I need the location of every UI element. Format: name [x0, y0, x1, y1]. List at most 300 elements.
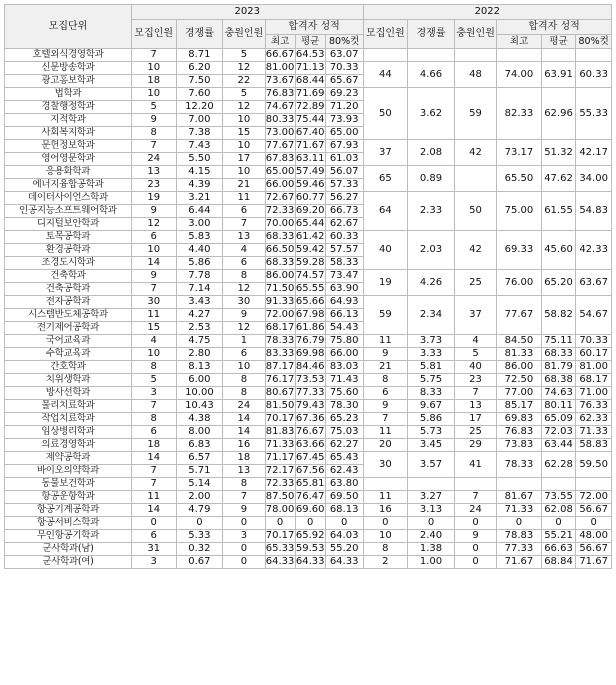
- table-row: [5, 270, 612, 283]
- quota-2023: 5: [131, 101, 176, 114]
- quota-2023: 23: [131, 179, 176, 192]
- max-2023: 72.67: [265, 192, 295, 203]
- cut80-2022: 71.67: [576, 556, 612, 569]
- rate-2022: 3.33: [408, 348, 455, 361]
- extra-2023: 10: [223, 166, 265, 179]
- quota-2022: 19: [363, 270, 408, 296]
- max-2023: 65.00: [265, 166, 295, 177]
- quota-2022: 8: [363, 543, 408, 556]
- avg-2023: 67.40: [295, 127, 325, 138]
- cut80-2023: 78.30: [325, 400, 363, 413]
- cut80-2023: 56.27: [325, 192, 363, 205]
- avg-2022: 75.11: [541, 335, 576, 348]
- avg-2022: 74.63: [541, 387, 576, 400]
- extra-2022: 25: [454, 270, 496, 296]
- rate-2023: 0.32: [176, 543, 223, 556]
- quota-2022: 11: [363, 491, 408, 504]
- avg-2023: 65.92: [295, 530, 325, 541]
- rate-2023: 5.86: [176, 257, 223, 270]
- rate-2023: 4.75: [176, 335, 223, 348]
- avg-2023: 63.11: [295, 153, 325, 164]
- rate-2022: 1.00: [408, 556, 455, 569]
- avg-2023: 67.45: [295, 452, 325, 463]
- table-row: [5, 231, 612, 244]
- avg-2023: 69.60: [295, 504, 325, 515]
- rate-2023: 0: [176, 517, 223, 530]
- rate-2023: 6.57: [176, 452, 223, 465]
- max-2023: 73.00: [265, 127, 295, 138]
- extra-2023: 6: [223, 257, 265, 270]
- quota-2022: 50: [363, 88, 408, 140]
- cut80-2022: 71.00: [576, 387, 612, 400]
- rate-2023: 8.00: [176, 426, 223, 439]
- max-2023: 68.33: [265, 231, 295, 242]
- quota-2023: 19: [131, 192, 176, 205]
- max-2023: 66.67: [265, 49, 295, 60]
- rate-2023: 2.00: [176, 491, 223, 504]
- avg-2023: 67.56: [295, 465, 325, 476]
- cut80-2023: 64.33: [325, 556, 363, 569]
- table-row: [5, 543, 612, 556]
- max-2022: 78.33: [497, 452, 542, 478]
- extra-2023: 8: [223, 270, 265, 283]
- table-row: [5, 478, 612, 491]
- cut80-2023: 65.67: [325, 75, 363, 88]
- extra-2022: 29: [454, 439, 496, 452]
- rate-2022: 1.38: [408, 543, 455, 556]
- extra-2023: 21: [223, 179, 265, 192]
- cut80-2022: 54.83: [576, 192, 612, 231]
- rate-2023: 6.83: [176, 439, 223, 452]
- rate-2022: 3.62: [408, 88, 455, 140]
- max-2023: 80.33: [265, 114, 295, 125]
- cut80-2022: 59.50: [576, 452, 612, 478]
- max-2023: 64.33: [265, 556, 295, 567]
- table-row: [5, 452, 612, 465]
- rate-2022: 5.73: [408, 426, 455, 439]
- extra-2022: 17: [454, 413, 496, 426]
- cut80-2023: 65.43: [325, 452, 363, 465]
- rate-header-2022: 경쟁률: [408, 20, 455, 49]
- avg-2022: 81.79: [541, 361, 576, 374]
- unit-name: 치위생학과: [5, 374, 132, 387]
- rate-2023: 5.33: [176, 530, 223, 543]
- unit-name: 조경도시학과: [5, 257, 132, 270]
- max-2022: 82.33: [497, 88, 542, 140]
- max-2023: 71.50: [265, 283, 295, 294]
- quota-2023: 18: [131, 75, 176, 88]
- empty-2022: [363, 478, 408, 491]
- rate-2022: 3.27: [408, 491, 455, 504]
- unit-name: 지적학과: [5, 114, 132, 127]
- avg-2023: 65.44: [295, 218, 325, 229]
- max-2023: 65.33: [265, 543, 295, 554]
- unit-name: 바이오의약학과: [5, 465, 132, 478]
- unit-name: 군사학과(남): [5, 543, 132, 556]
- extra-2023: 5: [223, 88, 265, 101]
- avg-2023: 65.66: [295, 296, 325, 307]
- table-row: [5, 426, 612, 439]
- table-row: [5, 556, 612, 569]
- cut80-2023: 71.43: [325, 374, 363, 387]
- extra-2022: 37: [454, 296, 496, 335]
- table-row: [5, 348, 612, 361]
- avg-2023: 73.53: [295, 374, 325, 385]
- avg-2023: 75.44: [295, 114, 325, 125]
- avg-2022: 65.09: [541, 413, 576, 426]
- cut80-2022: 55.33: [576, 88, 612, 140]
- max-2023: 87.17: [265, 361, 295, 372]
- rate-2023: 7.60: [176, 88, 223, 101]
- cut80-2023: 66.73: [325, 205, 363, 218]
- quota-2023: 7: [131, 478, 176, 491]
- extra-2023: 12: [223, 283, 265, 296]
- max-2022: 77.67: [497, 296, 542, 335]
- table-row: [5, 62, 612, 75]
- quota-2023: 9: [131, 205, 176, 218]
- extra-header-2023: 충원인원: [223, 20, 265, 49]
- avg-2022: 0: [541, 517, 576, 530]
- avg-2023: 65.55: [295, 283, 325, 294]
- quota-2023: 18: [131, 439, 176, 452]
- max-2023: 77.67: [265, 140, 295, 151]
- quota-2023: 14: [131, 257, 176, 270]
- rate-2023: 6.20: [176, 62, 223, 75]
- rate-2023: 4.39: [176, 179, 223, 192]
- rate-2023: 4.40: [176, 244, 223, 257]
- rate-2022: 5.86: [408, 413, 455, 426]
- quota-2023: 3: [131, 387, 176, 400]
- avg-2022: 47.62: [541, 166, 576, 192]
- max-2022: 69.33: [497, 231, 542, 270]
- quota-2023: 4: [131, 335, 176, 348]
- quota-2022: 9: [363, 348, 408, 361]
- extra-2023: 1: [223, 335, 265, 348]
- quota-2023: 14: [131, 504, 176, 517]
- max-2022: 73.83: [497, 439, 542, 452]
- avg-2023: 57.49: [295, 166, 325, 177]
- quota-2022: 30: [363, 452, 408, 478]
- max-2023: 83.33: [265, 348, 295, 359]
- extra-2022: 42: [454, 140, 496, 166]
- avg-2023: 69.98: [295, 348, 325, 359]
- cut80-2023: 71.20: [325, 101, 363, 114]
- cut80-2023: 55.20: [325, 543, 363, 556]
- quota-2022: 20: [363, 439, 408, 452]
- cut80-2023: 0: [325, 517, 363, 530]
- quota-2023: 7: [131, 49, 176, 62]
- table-row: [5, 491, 612, 504]
- avg-2023: 60.77: [295, 192, 325, 203]
- extra-2022: 24: [454, 504, 496, 517]
- unit-name: 문헌정보학과: [5, 140, 132, 153]
- avg-2023: 76.67: [295, 426, 325, 437]
- unit-name: 시스템반도체공학과: [5, 309, 132, 322]
- quota-2022: 65: [363, 166, 408, 192]
- unit-name: 제약공학과: [5, 452, 132, 465]
- avg-2023: 76.79: [295, 335, 325, 346]
- cut80-2023: 54.43: [325, 322, 363, 335]
- quota-2022: 40: [363, 231, 408, 270]
- empty-2022: [454, 49, 496, 62]
- rate-2023: 3.43: [176, 296, 223, 309]
- rate-2023: 7.00: [176, 114, 223, 127]
- cut80-2022: 81.00: [576, 361, 612, 374]
- cut80-2023: 75.80: [325, 335, 363, 348]
- cut80-2023: 75.03: [325, 426, 363, 439]
- avg-2023: 61.42: [295, 231, 325, 242]
- avg-2023: 64.53: [295, 49, 325, 60]
- table-row: [5, 49, 612, 62]
- max-2023: 81.50: [265, 400, 295, 411]
- table-row: [5, 140, 612, 153]
- unit-name: 국어교육과: [5, 335, 132, 348]
- extra-2022: [454, 166, 496, 192]
- rate-2023: 2.80: [176, 348, 223, 361]
- unit-name: 의료경영학과: [5, 439, 132, 452]
- table-row: [5, 504, 612, 517]
- avg-2022: 68.84: [541, 556, 576, 569]
- avg-2023: 68.44: [295, 75, 325, 86]
- avg-2023: 59.42: [295, 244, 325, 255]
- avg-2023: 77.33: [295, 387, 325, 398]
- result-header-2022: 합격자 성적: [497, 20, 612, 35]
- max-2022: 75.00: [497, 192, 542, 231]
- rate-2022: 9.67: [408, 400, 455, 413]
- unit-name: 에너지융합공학과: [5, 179, 132, 192]
- extra-2023: 17: [223, 153, 265, 166]
- empty-2022: [454, 478, 496, 491]
- avg-2023: 59.53: [295, 543, 325, 554]
- rate-2022: 2.40: [408, 530, 455, 543]
- quota-2023: 31: [131, 543, 176, 556]
- quota-2022: 0: [363, 517, 408, 530]
- cut80-2022: 58.83: [576, 439, 612, 452]
- cut80-2023: 57.33: [325, 179, 363, 192]
- cut80-2023: 58.33: [325, 257, 363, 270]
- quota-2022: 11: [363, 335, 408, 348]
- cut80-2022: 54.67: [576, 296, 612, 335]
- rate-2023: 4.38: [176, 413, 223, 426]
- extra-2022: 59: [454, 88, 496, 140]
- extra-2023: 13: [223, 465, 265, 478]
- cut80-2022: 62.33: [576, 413, 612, 426]
- cut80-2023: 69.23: [325, 88, 363, 101]
- extra-2023: 0: [223, 543, 265, 556]
- max-2023: 81.00: [265, 62, 295, 73]
- unit-name: 전기제어공학과: [5, 322, 132, 335]
- avg-2022: 58.82: [541, 296, 576, 335]
- avg-2022: 68.38: [541, 374, 576, 387]
- max-2023: 73.67: [265, 75, 295, 86]
- cut80-2023: 64.03: [325, 530, 363, 543]
- max-2022: 81.33: [497, 348, 542, 361]
- cut80-2023: 67.93: [325, 140, 363, 153]
- extra-2023: 8: [223, 374, 265, 387]
- extra-header-2022: 충원인원: [454, 20, 496, 49]
- avg-2023: 0: [295, 517, 325, 530]
- max-2023: 71.17: [265, 452, 295, 463]
- quota-2023: 9: [131, 114, 176, 127]
- table-row: [5, 361, 612, 374]
- max-2022: 86.00: [497, 361, 542, 374]
- empty-2022: [408, 49, 455, 62]
- cut80-2022: 48.00: [576, 530, 612, 543]
- avg-2023: 76.47: [295, 491, 325, 502]
- cut80-2023: 56.07: [325, 166, 363, 179]
- cut80-2023: 73.47: [325, 270, 363, 283]
- cut80-2023: 73.93: [325, 114, 363, 127]
- empty-2022: [576, 49, 612, 62]
- cut80-2023: 61.03: [325, 153, 363, 166]
- avg-2022: 66.63: [541, 543, 576, 556]
- cut80-2022: 60.17: [576, 348, 612, 361]
- rate-2023: 3.00: [176, 218, 223, 231]
- quota-2023: 10: [131, 244, 176, 257]
- max-2022: 65.50: [497, 166, 542, 192]
- extra-2023: 10: [223, 114, 265, 127]
- cut80-2023: 57.57: [325, 244, 363, 257]
- avg-2022: 62.28: [541, 452, 576, 478]
- max-2023: 80.67: [265, 387, 295, 398]
- extra-2023: 12: [223, 62, 265, 75]
- max-2022: 76.00: [497, 270, 542, 296]
- quota-2022: 2: [363, 556, 408, 569]
- max-2023: 66.00: [265, 179, 295, 190]
- extra-2023: 7: [223, 218, 265, 231]
- avg-2022: 65.20: [541, 270, 576, 296]
- unit-name: 환경공학과: [5, 244, 132, 257]
- max-2023: 86.00: [265, 270, 295, 281]
- avg-2023: 71.69: [295, 88, 325, 99]
- rate-2023: 7.14: [176, 283, 223, 296]
- extra-2023: 12: [223, 322, 265, 335]
- avg-2023: 61.86: [295, 322, 325, 333]
- unit-name: 인공지능소프트웨어학과: [5, 205, 132, 218]
- rate-2022: 3.45: [408, 439, 455, 452]
- quota-2023: 7: [131, 283, 176, 296]
- quota-header-2023: 모집인원: [131, 20, 176, 49]
- table-row: [5, 166, 612, 179]
- rate-2023: 3.21: [176, 192, 223, 205]
- avg-2023: 59.28: [295, 257, 325, 268]
- rate-2023: 4.27: [176, 309, 223, 322]
- rate-2023: 4.79: [176, 504, 223, 517]
- empty-2022: [497, 49, 542, 62]
- rate-2023: 5.50: [176, 153, 223, 166]
- cut80-2023: 75.60: [325, 387, 363, 400]
- max-2022: 81.67: [497, 491, 542, 504]
- unit-name: 건축학과: [5, 270, 132, 283]
- quota-2023: 0: [131, 517, 176, 530]
- extra-2022: 0: [454, 556, 496, 569]
- max-2023: 74.67: [265, 101, 295, 112]
- rate-2023: 12.20: [176, 101, 223, 114]
- unit-name: 데이터사이언스학과: [5, 192, 132, 205]
- quota-2023: 10: [131, 348, 176, 361]
- max-2022: 69.83: [497, 413, 542, 426]
- avg-2022: 45.60: [541, 231, 576, 270]
- cut80-2023: 60.33: [325, 231, 363, 244]
- quota-2023: 6: [131, 231, 176, 244]
- max-2023: 66.50: [265, 244, 295, 255]
- extra-2023: 0: [223, 556, 265, 569]
- rate-2023: 7.78: [176, 270, 223, 283]
- max-2022: 0: [497, 517, 542, 530]
- quota-2022: 64: [363, 192, 408, 231]
- quota-2023: 24: [131, 153, 176, 166]
- avg-2022: 62.96: [541, 88, 576, 140]
- avg-2023: 71.67: [295, 140, 325, 151]
- rate-2023: 6.00: [176, 374, 223, 387]
- max-2023: 67.83: [265, 153, 295, 164]
- avg-2023: 63.66: [295, 439, 325, 450]
- unit-name: 군사학과(여): [5, 556, 132, 569]
- avg-2023: 84.46: [295, 361, 325, 372]
- cut80-2023: 65.00: [325, 127, 363, 140]
- table-body: [5, 49, 612, 569]
- extra-2023: 14: [223, 413, 265, 426]
- unit-name: 전자공학과: [5, 296, 132, 309]
- extra-2023: 24: [223, 400, 265, 413]
- max-2023: 71.33: [265, 439, 295, 450]
- cut80-2023: 70.33: [325, 62, 363, 75]
- avg-2022: 62.08: [541, 504, 576, 517]
- max-2023: 78.00: [265, 504, 295, 515]
- max-2022: 77.00: [497, 387, 542, 400]
- unit-name: 물리치료학과: [5, 400, 132, 413]
- max-2022: 85.17: [497, 400, 542, 413]
- cut80-2022: 71.33: [576, 426, 612, 439]
- cut80-header-2022: 80%컷: [576, 35, 612, 49]
- empty-2022: [541, 49, 576, 62]
- extra-2022: 0: [454, 517, 496, 530]
- extra-2022: 41: [454, 452, 496, 478]
- rate-2023: 10.00: [176, 387, 223, 400]
- rate-2023: 5.83: [176, 231, 223, 244]
- unit-name: 수학교육과: [5, 348, 132, 361]
- quota-2023: 11: [131, 491, 176, 504]
- rate-2022: 3.73: [408, 335, 455, 348]
- cut80-2023: 63.80: [325, 478, 363, 491]
- quota-2023: 11: [131, 309, 176, 322]
- max-2023: 87.50: [265, 491, 295, 502]
- cut80-2022: 60.33: [576, 62, 612, 88]
- avg-2023: 79.43: [295, 400, 325, 411]
- rate-2022: 0.89: [408, 166, 455, 192]
- extra-2022: 7: [454, 387, 496, 400]
- unit-name: 호텔외식경영학과: [5, 49, 132, 62]
- extra-2023: 6: [223, 348, 265, 361]
- avg-2023: 64.33: [295, 556, 325, 567]
- unit-name: 항공기계공학과: [5, 504, 132, 517]
- quota-2023: 8: [131, 361, 176, 374]
- max-header-2022: 최고: [497, 35, 542, 49]
- result-header-2023: 합격자 성적: [265, 20, 363, 35]
- unit-name: 건축공학과: [5, 283, 132, 296]
- rate-2022: 3.57: [408, 452, 455, 478]
- quota-2022: 10: [363, 530, 408, 543]
- quota-2022: 37: [363, 140, 408, 166]
- avg-2022: 55.21: [541, 530, 576, 543]
- avg-2022: 51.32: [541, 140, 576, 166]
- table-row: [5, 530, 612, 543]
- cut80-2022: 68.17: [576, 374, 612, 387]
- quota-2023: 7: [131, 465, 176, 478]
- cut80-2022: 0: [576, 517, 612, 530]
- admission-results-table: [4, 4, 612, 569]
- table-row: [5, 88, 612, 101]
